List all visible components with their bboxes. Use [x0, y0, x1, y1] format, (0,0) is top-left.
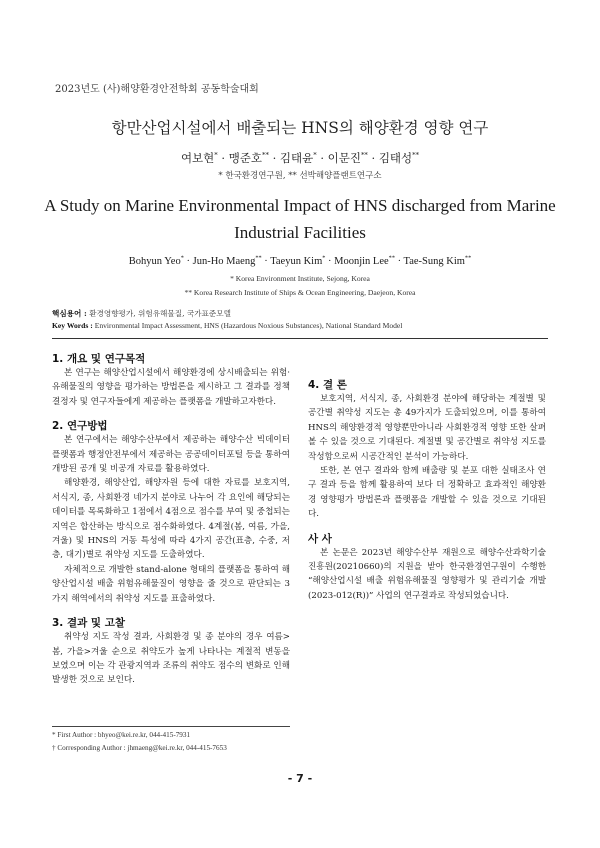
affiliation-mark: * [322, 254, 326, 262]
affiliation-mark: ** [412, 151, 420, 160]
affiliation-mark: ** [262, 151, 269, 160]
author-name: Jun-Ho Maeng [192, 256, 256, 267]
keywords-label: 핵심용어 : [52, 309, 87, 318]
author-separator: · [394, 256, 404, 267]
korean-authors [0, 150, 600, 166]
right-column [308, 350, 546, 603]
keywords-divider [52, 338, 548, 339]
keywords-english [52, 321, 552, 330]
paragraph: 또한, 본 연구 결과와 함께 배출량 및 분포 대한 실태조사 연구 결과 등을 함께 활용하여 보다 더 정확하고 효과적인 해양환경 영향평가 방법론과 플랫폼을 개발할 수 있을 것으로 기대된다. [308, 466, 546, 520]
korean-title: 항만산업시설에서 배출되는 HNS의 해양환경 영향 연구 [111, 119, 489, 137]
affiliation-mark: * [214, 151, 218, 160]
korean-affiliation: * 한국환경연구원, ** 선박해양플랜트연구소 [218, 171, 382, 181]
author-separator: · [183, 256, 193, 267]
english-title: A Study on Marine Environmental Impact of HNS discharged from Marine Industrial Facilities [44, 196, 556, 242]
section-heading: 4. 결 론 [308, 379, 347, 391]
author-name: Moonjin Lee [334, 256, 389, 267]
paragraph: 해양환경, 해양산업, 해양자원 등에 대한 자료를 보호지역, 서식지, 종, 사회환경 네가지 분야로 나누어 각 요인에 해당되는 데이터를 목록화하고 1점에서 4점으로 점수를 부여 및 중첩되는 지역은 합산하는 방식으로 점수화하였다. 4계절(봄, 여름, 가을, 겨울) 및 HNS의 거동 특성에 따라 4가지 공간(표층, 수중, 저층, 대기)별로 취약성 지도를 도출하였다. [52, 478, 290, 561]
footnote-divider [52, 726, 290, 727]
paragraph: 보호지역, 서식지, 종, 사회환경 분야에 해당하는 계절별 및 공간별 취약성 지도는 총 49가지가 도출되었으며, 이를 통하여 HNS의 해양환경적 영향뿐만아니라 사회환경적 영향 또한 살펴볼 수 있을 것으로 기대된다. 계절별 및 공간별로 취약성 지도를 작성함으로써 시공간적인 분석이 가능하다. [308, 394, 546, 462]
author-separator: · [268, 151, 280, 165]
author-name: Tae-Sung Kim [403, 256, 465, 267]
author-separator: · [325, 256, 335, 267]
affiliation-mark: * [313, 151, 317, 160]
author-name: 여보현 [180, 151, 215, 165]
keywords-label: Key Words : [52, 321, 93, 330]
author-name: Bohyun Yeo [128, 256, 181, 267]
page-number: - 7 - [287, 772, 313, 785]
left-column [52, 352, 290, 688]
paragraph: 자체적으로 개발한 stand-alone 형태의 플랫폼을 통하여 해양산업시설 배출 위험유해물질이 영향을 줄 것으로 판단되는 3가지 해역에서의 취약성 지도를 표출하였다. [52, 564, 290, 604]
section-heading: 1. 개요 및 연구목적 [52, 353, 146, 365]
keywords-text: 환경영향평가, 위험유해물질, 국가표준모델 [86, 309, 231, 318]
author-separator: · [217, 151, 229, 165]
section-heading: 사 사 [308, 532, 332, 545]
conference-header: 2023년도 (사)해양환경안전학회 공동학술대회 [55, 84, 259, 95]
affiliation-mark: ** [255, 254, 262, 262]
section-heading: 2. 연구방법 [52, 420, 108, 433]
author-separator: · [367, 151, 379, 165]
author-name: 맹준호 [228, 151, 263, 165]
keywords-korean [52, 308, 552, 319]
keywords-text: Environmental Impact Assessment, HNS (Hazardous Noxious Substances), National Standard Model [92, 321, 403, 330]
footnote-first-author: * First Author : bhyeo@kei.re.kr, 044-415-7931 [52, 731, 191, 739]
paragraph: 본 논문은 2023년 해양수산부 재원으로 해양수산과학기술진흥원(20210660)의 지원을 받아 한국환경연구원이 수행한 “해양산업시설 배출 위험유해물질 영향평가 및 관리기술 개발(2023-012(R))” 사업의 연구결과로 작성되었습니다. [308, 547, 546, 601]
paragraph: 취약성 지도 작성 결과, 사회환경 및 종 분야의 경우 여름>봄, 가을>겨울 순으로 취약도가 높게 나타나는 계절적 변동을 보였으며 이는 각 관광지역과 조류의 취약도 점수의 변화로 인해 발생한 것으로 보인다. [52, 632, 290, 686]
author-name: 김태성 [378, 151, 413, 165]
paragraph: 본 연구에서는 해양수산부에서 제공하는 해양수산 빅데이터플랫폼과 행정안전부에서 제공하는 공공데이터포털 등을 통하여 개방된 공개 및 비공개 자료를 활용하였다. [52, 435, 290, 475]
affiliation-mark: * [180, 254, 184, 262]
section-heading: 3. 결과 및 고찰 [52, 617, 125, 630]
affiliation-mark: ** [360, 151, 368, 160]
english-affiliation-1: * Korea Environment Institute, Sejong, Korea [230, 274, 370, 283]
english-authors [0, 256, 600, 267]
author-separator: · [316, 151, 328, 165]
author-name: 김태윤 [279, 151, 314, 165]
english-affiliation-2: ** Korea Research Institute of Ships & Ocean Engineering, Daejeon, Korea [184, 288, 416, 297]
paragraph: 본 연구는 해양산업시설에서 해양환경에 상시배출되는 위험·유해물질의 영향을 평가하는 방법론을 제시하고 그 결과를 정책결정자 및 연구자들에게 제공하는 플랫폼을 개발하고자한다. [52, 368, 290, 407]
footnote-corresponding-author: † Corresponding Author : jhmaeng@kei.re.kr, 044-415-7653 [52, 744, 227, 752]
affiliation-mark: ** [464, 254, 472, 262]
affiliation-mark: ** [388, 254, 395, 262]
author-name: Taeyun Kim [270, 256, 323, 267]
author-name: 이문진 [327, 151, 361, 165]
author-separator: · [261, 256, 271, 267]
